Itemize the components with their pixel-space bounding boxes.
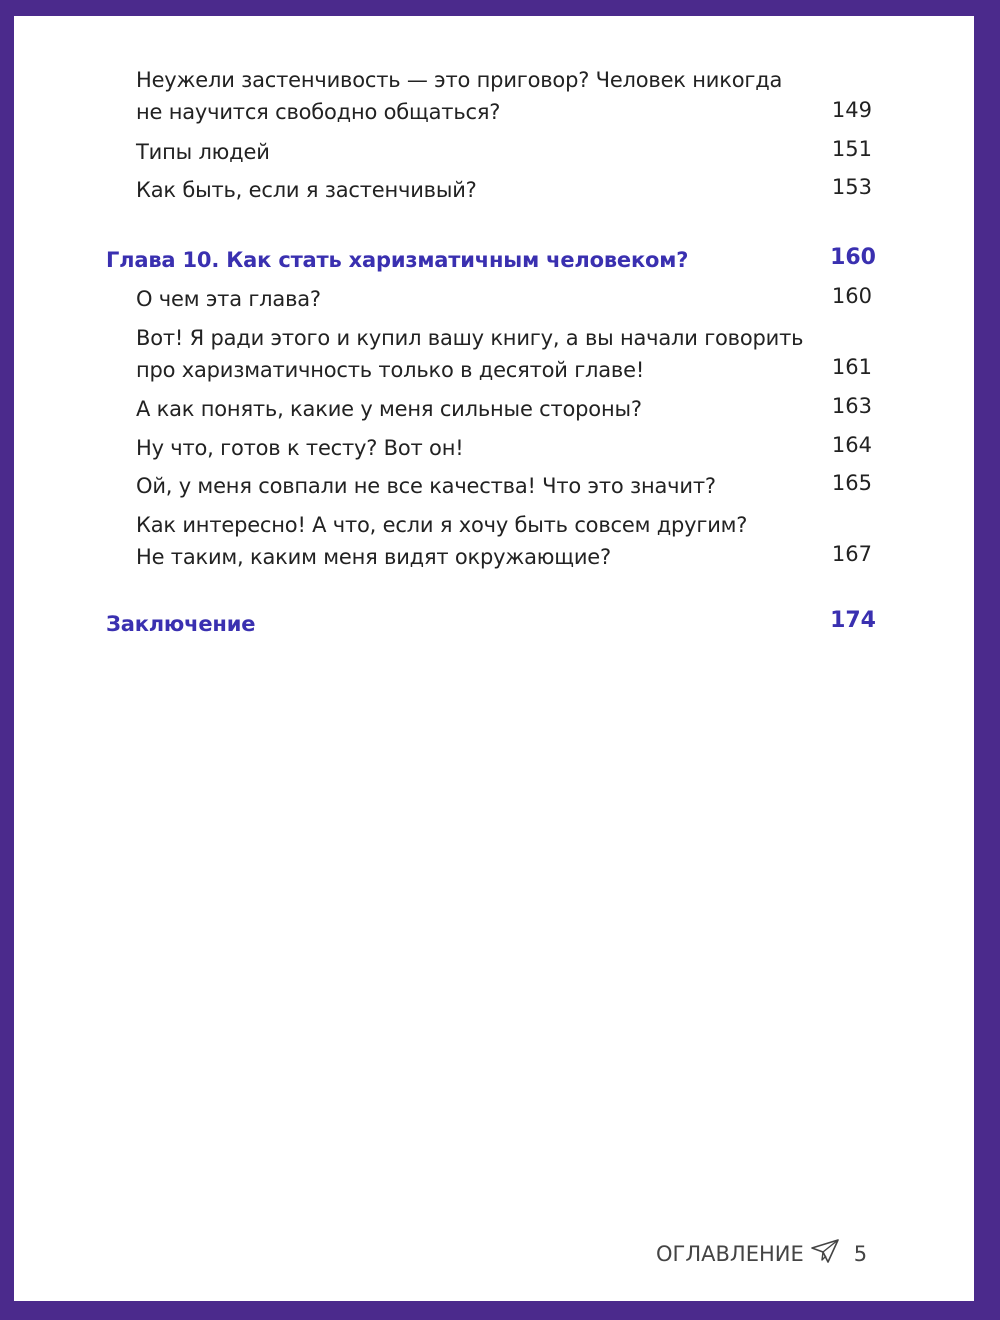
conclusion-page: 174 [830,608,876,633]
toc-entry-page: 161 [831,355,872,379]
chapter-heading: Глава 10. Как стать харизматичным человеком? [106,248,689,272]
toc-entry-text: Ну что, готов к тесту? Вот он! [136,436,464,460]
chapter-page: 160 [830,245,876,270]
toc-entry-page: 164 [831,433,872,457]
toc-entry-text: А как понять, какие у меня сильные стороны? [136,397,642,421]
toc-entry-page: 160 [831,284,872,308]
toc-entry-text: О чем эта глава? [136,287,321,311]
page-number: 5 [853,1241,868,1266]
toc-entry-text: Как интересно! А что, если я хочу быть совсем другим? [136,513,748,537]
toc-entry-text: Как быть, если я застенчивый? [136,178,477,202]
footer-section-label: ОГЛАВЛЕНИЕ [656,1241,804,1266]
toc-entry-page: 165 [831,471,872,495]
toc-entry-text-continued: Не таким, каким меня видят окружающие? [136,545,611,569]
toc-entry-page: 167 [831,542,872,566]
page-footer [656,1238,867,1269]
toc-entry-text: Неужели застенчивость — это приговор? Человек никогда [136,68,783,92]
toc-entry-page: 151 [831,137,872,161]
conclusion-heading: Заключение [106,612,256,636]
book-page [14,16,974,1301]
toc-entry-page: 149 [831,98,872,122]
toc-entry-text-continued: про харизматичность только в десятой главе! [136,358,645,382]
toc-entry-text: Вот! Я ради этого и купил вашу книгу, а вы начали говорить [136,326,804,350]
paper-plane-icon [810,1238,840,1269]
toc-entry-page: 153 [831,175,872,199]
toc-entry-text: Типы людей [136,140,270,164]
toc-entry-text-continued: не научится свободно общаться? [136,100,501,124]
toc-entry-page: 163 [831,394,872,418]
toc-entry-text: Ой, у меня совпали не все качества! Что это значит? [136,474,716,498]
